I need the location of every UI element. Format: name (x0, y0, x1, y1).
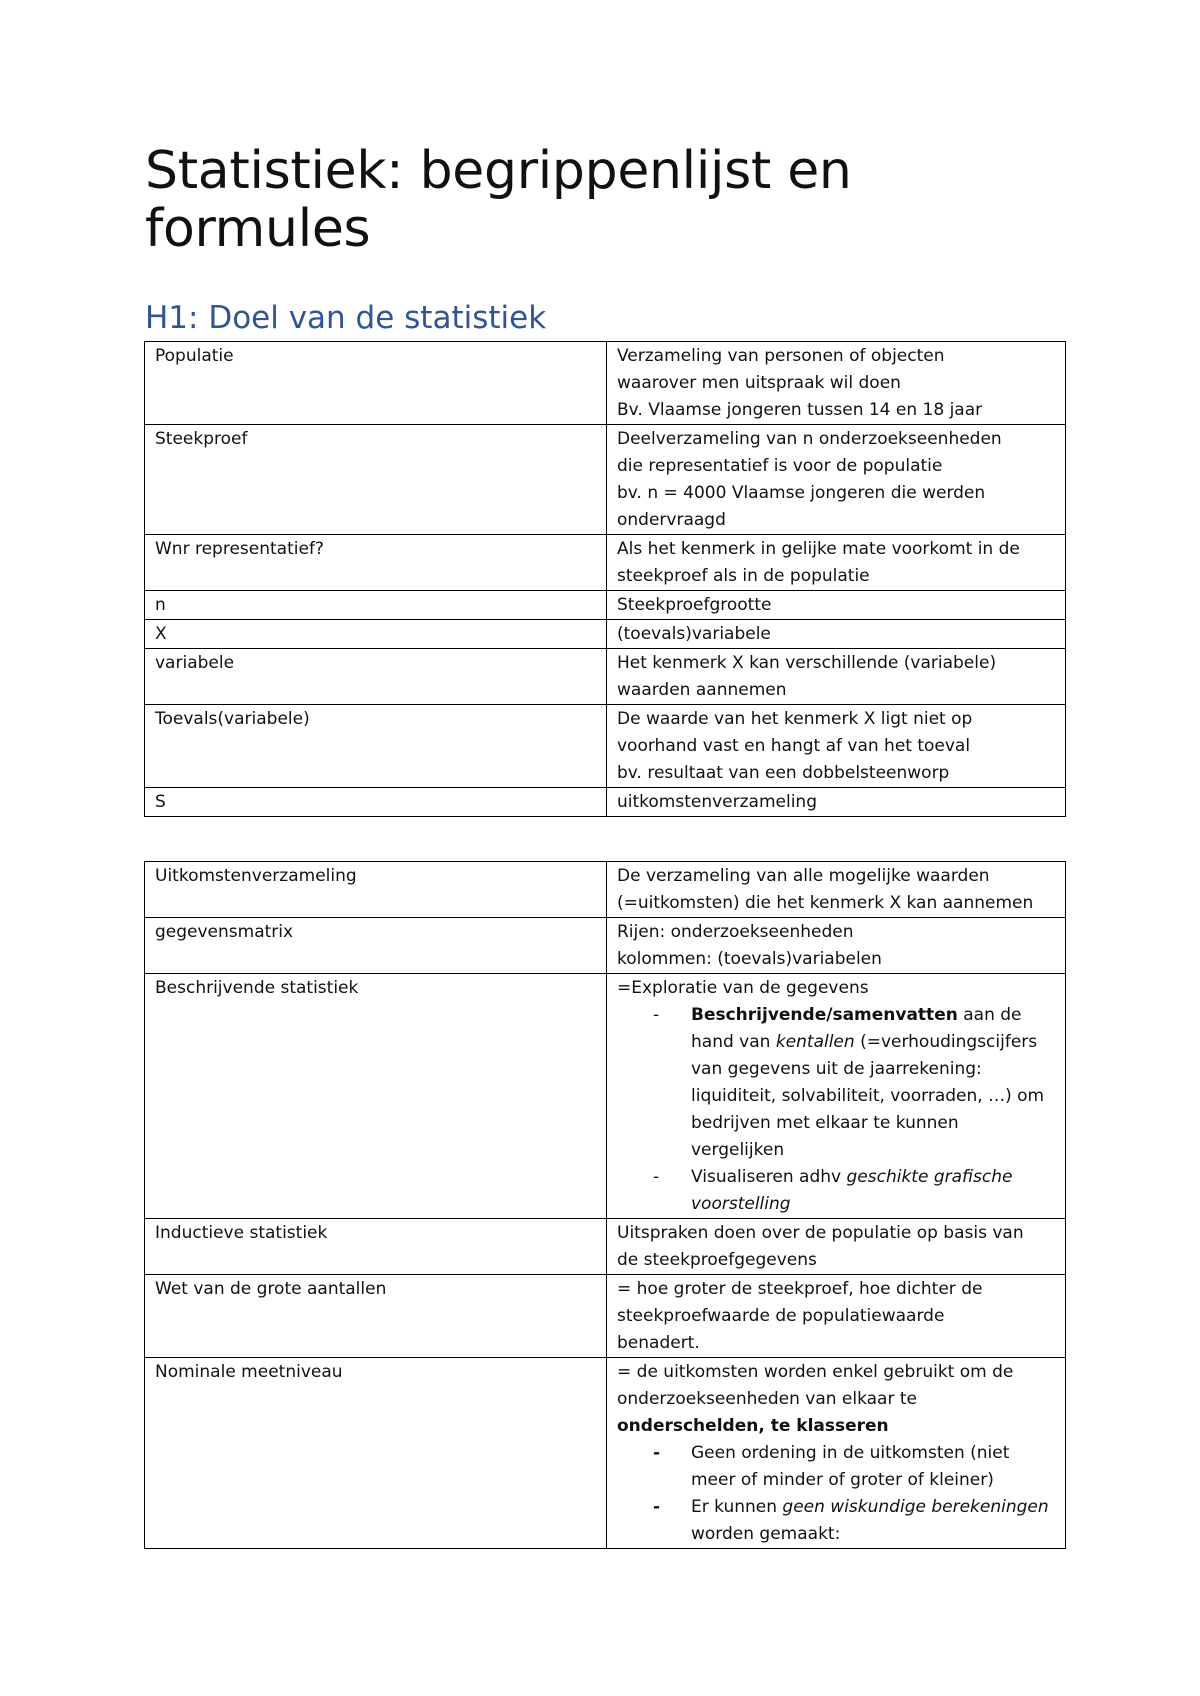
definition-cell (607, 620, 1066, 649)
definition-cell (607, 1358, 1066, 1549)
glossary-table-2 (144, 861, 1066, 1549)
definition-line: Bv. Vlaamse jongeren tussen 14 en 18 jaar (617, 400, 983, 420)
definition-line: onderzoekseenheden van elkaar te (617, 1389, 917, 1409)
text-span: worden gemaakt: (691, 1524, 841, 1544)
list-item (691, 1164, 1055, 1218)
term-cell: S (145, 788, 607, 817)
definition-cell (607, 918, 1066, 974)
definition-line: =Exploratie van de gegevens (617, 978, 869, 998)
definition-line: Als het kenmerk in gelijke mate voorkomt in de (617, 539, 1020, 559)
glossary-table-1 (144, 341, 1066, 817)
definition-cell (607, 535, 1066, 591)
term-cell: Inductieve statistiek (145, 1219, 607, 1275)
term-cell: variabele (145, 649, 607, 705)
definition-line: voorhand vast en hangt af van het toeval (617, 736, 971, 756)
term-cell: n (145, 591, 607, 620)
term-cell: Nominale meetniveau (145, 1358, 607, 1549)
text-span: Visualiseren adhv (691, 1167, 847, 1187)
text-span: Er kunnen (691, 1497, 783, 1517)
definition-cell (607, 974, 1066, 1219)
definition-cell (607, 591, 1066, 620)
table-row (145, 1275, 1066, 1358)
table-row (145, 918, 1066, 974)
definition-line: = de uitkomsten worden enkel gebruikt om de (617, 1362, 1014, 1382)
table-row (145, 342, 1066, 425)
bullet-list (617, 1002, 1055, 1218)
definition-cell (607, 1219, 1066, 1275)
table-row (145, 425, 1066, 535)
definition-line: Steekproefgrootte (617, 595, 772, 615)
definition-line: Het kenmerk X kan verschillende (variabele) (617, 653, 997, 673)
list-item (691, 1002, 1055, 1164)
definition-line: uitkomstenverzameling (617, 792, 817, 812)
definition-line: (toevals)variabele (617, 624, 771, 644)
term-cell: gegevensmatrix (145, 918, 607, 974)
table-row (145, 1219, 1066, 1275)
definition-line: steekproefwaarde de populatiewaarde (617, 1306, 945, 1326)
definition-line: Verzameling van personen of objecten (617, 346, 945, 366)
italic-text: geschikte grafische voorstelling (691, 1167, 1013, 1214)
text-span: (=verhoudingscijfers van gegevens uit de jaarrekening: liquiditeit, solvabiliteit, voorraden, …) om bedrijven met elkaar te kunnen vergelijken (691, 1032, 1045, 1160)
definition-cell (607, 705, 1066, 788)
document-title: Statistiek: begrippenlijst en formules (145, 141, 852, 259)
definition-line: kolommen: (toevals)variabelen (617, 949, 882, 969)
bullet-list (617, 1440, 1055, 1548)
table-row (145, 620, 1066, 649)
table-row (145, 1358, 1066, 1549)
definition-line: steekproef als in de populatie (617, 566, 870, 586)
table-row (145, 974, 1066, 1219)
term-cell: Wnr representatief? (145, 535, 607, 591)
definition-line: waarover men uitspraak wil doen (617, 373, 901, 393)
text-span: aan de hand van (691, 1005, 1022, 1052)
table-row (145, 649, 1066, 705)
definition-line: waarden aannemen (617, 680, 787, 700)
table-row (145, 535, 1066, 591)
definition-line: benadert. (617, 1333, 700, 1353)
term-cell: Beschrijvende statistiek (145, 974, 607, 1219)
table-row (145, 591, 1066, 620)
definition-cell (607, 1275, 1066, 1358)
table-row (145, 862, 1066, 918)
definition-cell (607, 862, 1066, 918)
section-heading: H1: Doel van de statistiek (145, 300, 547, 336)
definition-line: (=uitkomsten) die het kenmerk X kan aannemen (617, 893, 1034, 913)
list-item (691, 1494, 1055, 1548)
term-cell: Uitkomstenverzameling (145, 862, 607, 918)
definition-line: De waarde van het kenmerk X ligt niet op (617, 709, 973, 729)
italic-text: kentallen (775, 1032, 855, 1052)
definition-cell (607, 425, 1066, 535)
definition-line: ondervraagd (617, 510, 726, 530)
definition-line: bv. resultaat van een dobbelsteenworp (617, 763, 950, 783)
definition-cell (607, 342, 1066, 425)
definition-line: die representatief is voor de populatie (617, 456, 943, 476)
bold-text: onderschelden, te klasseren (617, 1416, 889, 1436)
definition-line: Deelverzameling van n onderzoekseenheden (617, 429, 1002, 449)
term-cell: Wet van de grote aantallen (145, 1275, 607, 1358)
definition-line: bv. n = 4000 Vlaamse jongeren die werden (617, 483, 986, 503)
list-item: - Geen ordening in de uitkomsten (niet meer of minder of groter of kleiner) (691, 1440, 1055, 1494)
definition-line: = hoe groter de steekproef, hoe dichter de (617, 1279, 983, 1299)
term-cell: Steekproef (145, 425, 607, 535)
definition-cell (607, 788, 1066, 817)
term-cell: Toevals(variabele) (145, 705, 607, 788)
definition-line: De verzameling van alle mogelijke waarden (617, 866, 990, 886)
bold-text: Beschrijvende/samenvatten (691, 1005, 958, 1025)
table-row (145, 788, 1066, 817)
term-cell: Populatie (145, 342, 607, 425)
definition-cell (607, 649, 1066, 705)
table-row (145, 705, 1066, 788)
italic-text: geen wiskundige berekeningen (782, 1497, 1049, 1517)
definition-line: de steekproefgegevens (617, 1250, 817, 1270)
definition-line: Rijen: onderzoekseenheden (617, 922, 854, 942)
definition-line: Uitspraken doen over de populatie op basis van (617, 1223, 1024, 1243)
term-cell: X (145, 620, 607, 649)
